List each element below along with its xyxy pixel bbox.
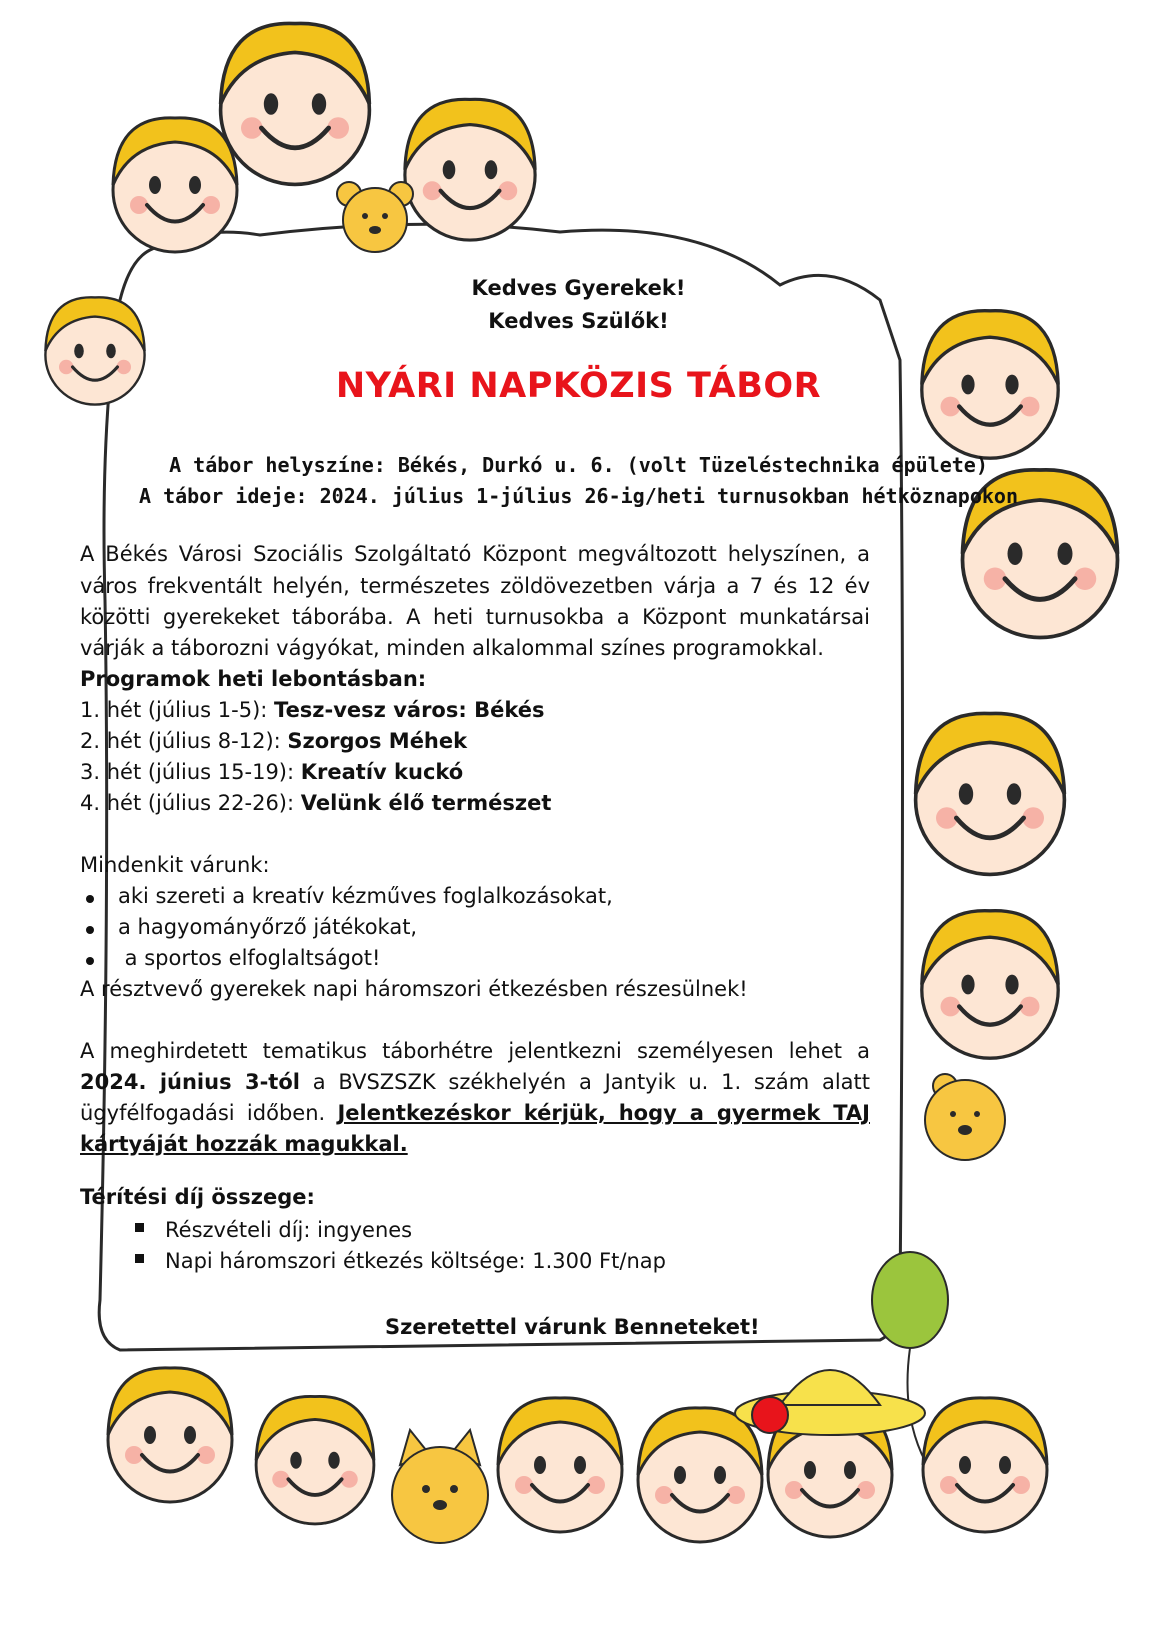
kid-top-left <box>113 118 237 252</box>
program-heading: Programok heti lebontásban: <box>80 667 427 691</box>
week-1: 1. hét (július 1-5): Tesz-vesz város: Békés <box>80 698 545 722</box>
registration-line-1: A meghirdetett tematikus táborhétre jelentkezni személyesen lehet a <box>80 1039 870 1063</box>
registration-line-2: 2024. június 3-tól a BVSZSZK székhelyén a Jantyik u. 1. szám alatt <box>80 1070 870 1094</box>
intro-line-3: közötti gyerekeket táborába. A heti turnusokba a Központ munkatársai <box>80 605 870 629</box>
camp-dates: A tábor ideje: 2024. július 1-július 26-ig/heti turnusokban hétköznapokon <box>139 484 1018 508</box>
registration-line-3: ügyfélfogadási időben. Jelentkezéskor kérjük, hogy a gyermek TAJ <box>80 1101 870 1125</box>
bullet-dot <box>86 895 94 903</box>
kid-top-center <box>221 23 370 184</box>
intro-line-1: A Békés Városi Szociális Szolgáltató Központ megváltozott helyszínen, a <box>80 542 870 566</box>
welcome-item-3: a sportos elfoglaltságot! <box>118 946 381 970</box>
fee-item-2: Napi háromszori étkezés költsége: 1.300 Ft/nap <box>165 1249 666 1273</box>
page-title: NYÁRI NAPKÖZIS TÁBOR <box>335 366 822 406</box>
closing-line: Szeretettel várunk Benneteket! <box>385 1315 760 1339</box>
camp-location: A tábor helyszíne: Békés, Durkó u. 6. (volt Tüzeléstechnika épülete) <box>169 453 988 477</box>
kid-bottom-5 <box>923 1398 1047 1532</box>
bullet-dot <box>86 957 94 965</box>
fee-item-1: Részvételi díj: ingyenes <box>165 1218 413 1242</box>
intro-line-4: várják a táborozni vágyókat, minden alkalommal színes programokkal. <box>80 636 824 660</box>
teddy-bear-top <box>337 182 413 252</box>
greeting-parents: Kedves Szülők! <box>488 309 669 333</box>
intro-line-2: város frekventált helyén, természetes zöldövezetben várja a 7 és 12 év <box>80 574 870 598</box>
welcome-heading: Mindenkit várunk: <box>80 853 270 877</box>
kid-right-4 <box>922 911 1058 1059</box>
kid-right-3 <box>916 713 1065 874</box>
welcome-item-2: a hagyományőrző játékokat, <box>118 915 418 939</box>
week-3: 3. hét (július 15-19): Kreatív kuckó <box>80 760 464 784</box>
bullet-square <box>135 1254 144 1263</box>
welcome-item-1: aki szereti a kreatív kézműves foglalkozásokat, <box>118 884 613 908</box>
teddy-bear-right <box>925 1074 1005 1160</box>
week-4: 4. hét (július 22-26): Velünk élő természet <box>80 791 552 815</box>
bullet-square <box>135 1223 144 1232</box>
fee-heading: Térítési díj összege: <box>80 1185 315 1209</box>
registration-line-4: kártyáját hozzák magukkal. <box>80 1132 408 1156</box>
kid-bottom-2 <box>256 1396 374 1523</box>
kid-top-right <box>405 99 535 240</box>
cat-bottom <box>392 1430 488 1543</box>
kid-bottom-hat <box>735 1370 925 1537</box>
kid-bottom-1 <box>108 1368 232 1502</box>
meals-note: A résztvevő gyerekek napi háromszori étkezésben részesülnek! <box>80 977 748 1001</box>
week-2: 2. hét (július 8-12): Szorgos Méhek <box>80 729 468 753</box>
kid-bottom-3 <box>498 1398 622 1532</box>
bullet-dot <box>86 926 94 934</box>
kid-bottom-4 <box>638 1408 762 1542</box>
greeting-children: Kedves Gyerekek! <box>471 276 686 300</box>
